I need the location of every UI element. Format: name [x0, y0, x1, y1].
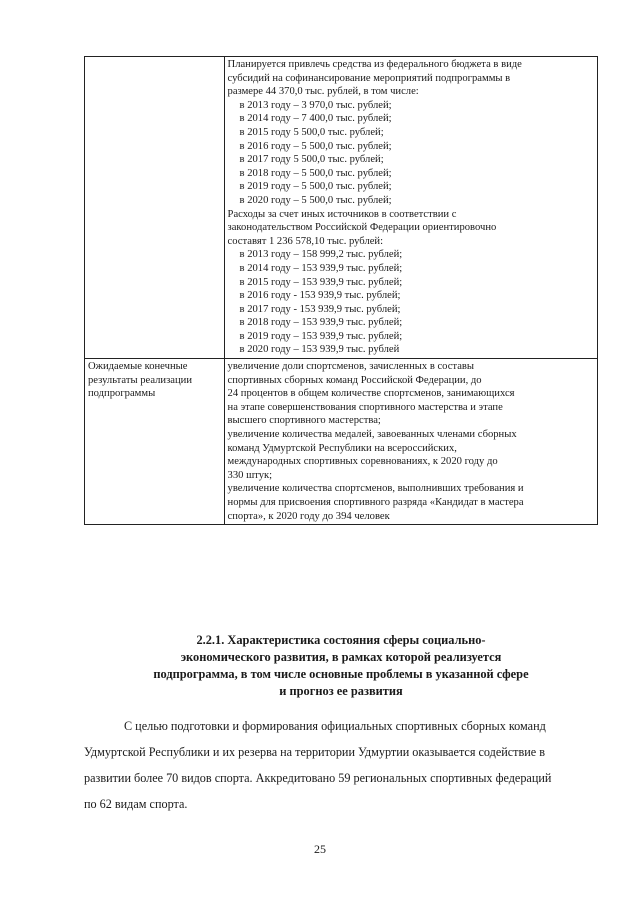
result-line: нормы для присвоения спортивного разряда «Кандидат в мастера [227, 497, 524, 508]
result-line: команд Удмуртской Республики на всероссийских, [227, 442, 457, 454]
other-year-line: в 2017 году - 153 939,9 тыс. рублей; [239, 303, 401, 315]
result-line: увеличение количества медалей, завоеванных членами сборных [227, 429, 517, 441]
other-year-line: в 2019 году – 153 939,9 тыс. рублей; [239, 330, 403, 342]
subprogram-passport-table [84, 56, 598, 525]
federal-year-line: в 2020 году – 5 500,0 тыс. рублей; [239, 194, 392, 206]
result-line: увеличение доли спортсменов, зачисленных в составы [227, 361, 475, 373]
result-line: 24 процентов в общем количестве спортсменов, занимающихся [227, 388, 515, 400]
federal-year-line: в 2019 году – 5 500,0 тыс. рублей; [239, 181, 392, 193]
federal-year-line: в 2017 году 5 500,0 тыс. рублей; [239, 154, 384, 166]
paragraph-line: С целью подготовки и формирования официальных спортивных сборных команд [124, 719, 546, 733]
other-sources-intro-line: законодательством Российской Федерации ориентировочно [227, 222, 497, 234]
funding-intro-line: Планируется привлечь средства из федерального бюджета в виде [227, 59, 522, 70]
label-line: подпрограммы [88, 388, 156, 400]
funding-intro-line: субсидий на софинансирование мероприятий подпрограммы в [227, 72, 511, 84]
federal-year-line: в 2014 году – 7 400,0 тыс. рублей; [239, 113, 392, 125]
table-cell-empty [85, 57, 225, 359]
paragraph-line: по 62 видам спорта. [84, 797, 188, 811]
result-line: международных спортивных соревнованиях, к 2020 году до [227, 456, 498, 468]
heading-line: подпрограмма, в том числе основные проблемы в указанной сфере [153, 667, 529, 681]
table-row [85, 359, 598, 525]
other-year-line: в 2018 году – 153 939,9 тыс. рублей; [239, 317, 403, 329]
other-year-line: в 2014 году – 153 939,9 тыс. рублей; [239, 262, 403, 274]
heading-line: 2.2.1. Характеристика состояния сферы социально- [196, 633, 486, 647]
expected-results-label [85, 359, 225, 525]
label-line: Ожидаемые конечные [88, 361, 188, 373]
federal-year-line: в 2013 году – 3 970,0 тыс. рублей; [239, 99, 392, 111]
paragraph-line: развитии более 70 видов спорта. Аккредитовано 59 региональных спортивных федераций [84, 771, 552, 785]
expected-results-cell [224, 359, 597, 525]
federal-year-line: в 2015 году 5 500,0 тыс. рублей; [239, 126, 384, 138]
other-year-line: в 2020 году – 153 939,9 тыс. рублей [239, 344, 400, 356]
result-line: увеличение количества спортсменов, выполнивших требования и [227, 483, 524, 495]
other-sources-intro-line: составят 1 236 578,10 тыс. рублей: [227, 235, 384, 247]
page-number: 25 [314, 842, 326, 856]
result-line: спорта», к 2020 году до 394 человек [227, 510, 390, 522]
result-line: спортивных сборных команд Российской Федерации, до [227, 374, 482, 386]
body-paragraph [84, 713, 598, 817]
result-line: на этапе совершенствования спортивного мастерства и этапе [227, 401, 503, 413]
federal-year-line: в 2018 году – 5 500,0 тыс. рублей; [239, 167, 392, 179]
funding-cell [224, 57, 597, 359]
other-sources-intro-line: Расходы за счет иных источников в соответствии с [227, 208, 457, 220]
result-line: 330 штук; [227, 469, 273, 481]
heading-line: экономического развития, в рамках которой реализуется [180, 650, 502, 664]
heading-line: и прогноз ее развития [279, 684, 403, 698]
table-row [85, 57, 598, 359]
other-year-line: в 2016 году - 153 939,9 тыс. рублей; [239, 290, 401, 302]
label-line: результаты реализации [88, 374, 192, 386]
other-year-line: в 2013 году – 158 999,2 тыс. рублей; [239, 249, 403, 261]
other-year-line: в 2015 году – 153 939,9 тыс. рублей; [239, 276, 403, 288]
section-heading [84, 632, 598, 700]
funding-intro-line: размере 44 370,0 тыс. рублей, в том числе: [227, 86, 419, 98]
federal-year-line: в 2016 году – 5 500,0 тыс. рублей; [239, 140, 392, 152]
paragraph-line: Удмуртской Республики и их резерва на территории Удмуртии оказывается содействие в [84, 745, 545, 759]
result-line: высшего спортивного мастерства; [227, 415, 381, 427]
